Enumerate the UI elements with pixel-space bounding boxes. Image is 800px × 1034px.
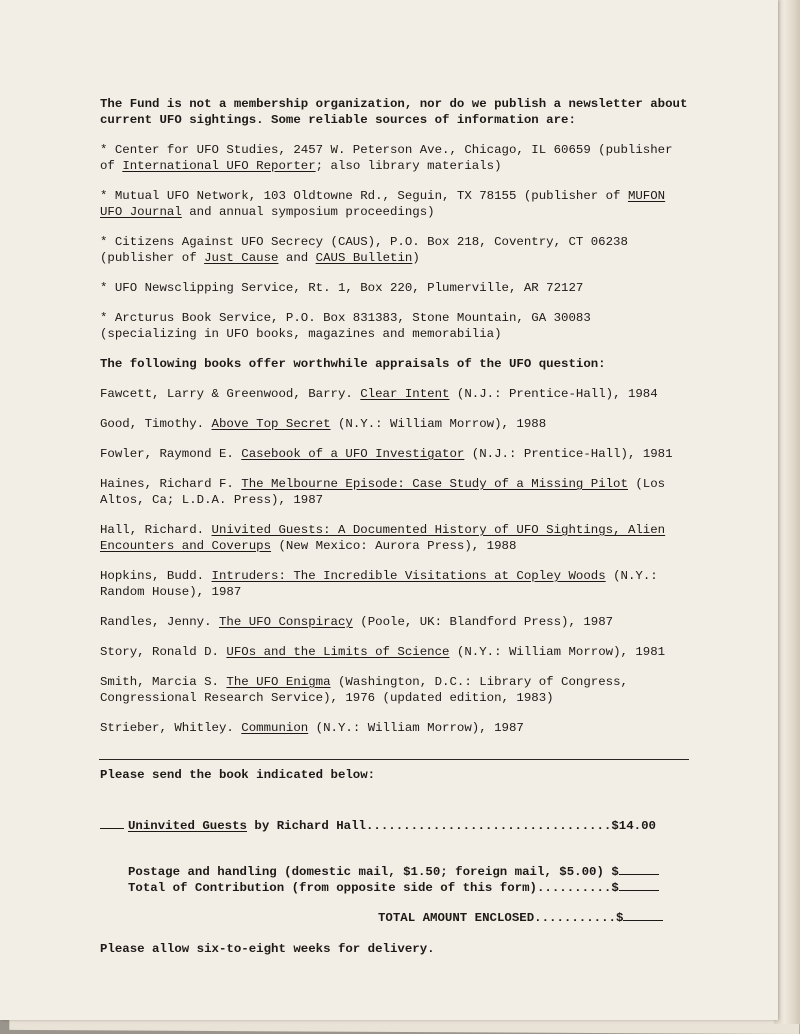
book-publisher: (N.Y.: William Morrow), 1988 — [330, 417, 547, 431]
book-title: UFOs and the Limits of Science — [226, 645, 450, 659]
book-publisher: (New Mexico: Aurora Press), 1988 — [271, 539, 517, 553]
book-publisher: (Los Altos, Ca; L.D.A. Press), 1987 — [100, 477, 666, 507]
book-publisher: (N.Y.: William Morrow), 1987 — [308, 721, 524, 735]
source-entry — [100, 142, 690, 174]
postage-line — [128, 862, 688, 879]
book-title: Casebook of a UFO Investigator — [241, 447, 465, 461]
contribution-line — [128, 878, 688, 895]
book-author: Strieber, Whitley. — [100, 721, 242, 735]
quantity-blank[interactable] — [100, 816, 124, 829]
book-entry — [100, 614, 690, 630]
source-text: * Arcturus Book Service, P.O. Box 831383, Stone Mountain, GA 30083 (specializing in UFO books, magazines and memorabilia) — [100, 311, 591, 341]
postage-blank[interactable] — [619, 862, 659, 875]
source-entry — [100, 188, 690, 220]
source-entry — [100, 310, 690, 342]
book-author: Smith, Marcia S. — [100, 675, 227, 689]
order-heading: Please send the book indicated below: — [100, 768, 376, 782]
source-text: * Citizens Against UFO Secrecy (CAUS), P.O. Box 218, Coventry, CT 06238 (publisher of — [100, 235, 628, 265]
source-text: * Mutual UFO Network, 103 Oldtowne Rd., Seguin, TX 78155 (publisher of — [100, 189, 628, 203]
book-publisher: (N.J.: Prentice-Hall), 1984 — [449, 387, 658, 401]
document-body — [100, 96, 690, 736]
total-line — [378, 908, 688, 925]
book-author: Fowler, Raymond E. — [100, 447, 242, 461]
book-title: Univited Guests: A Documented History of UFO Sightings, Alien Encounters and Coverups — [100, 523, 666, 553]
book-publisher: (Washington, D.C.: Library of Congress, Congressional Research Service), 1976 (updated edition, 1983) — [100, 675, 628, 705]
book-entry — [100, 522, 690, 554]
postage-label: Postage and handling (domestic mail, $1.50; foreign mail, $5.00) $ — [128, 865, 619, 879]
book-author: Haines, Richard F. — [100, 477, 242, 491]
book-author: Hopkins, Budd. — [100, 569, 212, 583]
book-entry — [100, 644, 690, 660]
book-publisher: (N.Y.: Random House), 1987 — [100, 569, 658, 599]
book-title: Communion — [241, 721, 309, 735]
order-item-line — [100, 816, 690, 833]
contribution-label: Total of Contribution (from opposite side of this form)..........$ — [128, 881, 619, 895]
source-entry — [100, 234, 690, 266]
book-publisher: (N.J.: Prentice-Hall), 1981 — [464, 447, 673, 461]
book-title: The Melbourne Episode: Case Study of a Missing Pilot — [241, 477, 628, 491]
book-publisher: (N.Y.: William Morrow), 1981 — [449, 645, 666, 659]
book-title: The UFO Conspiracy — [218, 615, 353, 629]
book-author: Hall, Richard. — [100, 523, 212, 537]
book-author: Randles, Jenny. — [100, 615, 219, 629]
publication-title: CAUS Bulletin — [315, 251, 413, 265]
book-title: Clear Intent — [360, 387, 450, 401]
source-text: * UFO Newsclipping Service, Rt. 1, Box 220, Plumerville, AR 72127 — [100, 281, 584, 295]
publication-title: International UFO Reporter — [122, 159, 316, 173]
publication-title: MUFON UFO Journal — [100, 189, 666, 219]
source-entry — [100, 280, 690, 296]
book-author: Story, Ronald D. — [100, 645, 227, 659]
book-author: Good, Timothy. — [100, 417, 212, 431]
book-entry — [100, 416, 690, 432]
book-publisher: (Poole, UK: Blandford Press), 1987 — [352, 615, 614, 629]
source-text: ) — [412, 251, 420, 265]
book-entry — [100, 568, 690, 600]
book-entry — [100, 674, 690, 706]
source-text: and — [278, 251, 316, 265]
publication-title: Just Cause — [204, 251, 279, 265]
order-book-title: Uninvited Guests — [128, 819, 247, 833]
divider-line — [99, 759, 689, 760]
book-entry — [100, 446, 690, 462]
book-entry — [100, 386, 690, 402]
show-through-print — [499, 40, 512, 79]
book-title: The UFO Enigma — [226, 675, 331, 689]
intro-paragraph: The Fund is not a membership organization, nor do we publish a newsletter about current UFO sightings. Some reliable sources of information are: — [100, 97, 688, 127]
book-entry — [100, 720, 690, 736]
total-blank[interactable] — [623, 908, 663, 921]
total-label: TOTAL AMOUNT ENCLOSED...........$ — [378, 911, 624, 925]
book-entry — [100, 476, 690, 508]
order-item-price: by Richard Hall.................................$14.00 — [246, 819, 656, 833]
book-title: Above Top Secret — [211, 417, 331, 431]
source-text: * Center for UFO Studies, 2457 W. Peterson Ave., Chicago, IL 60659 (publisher of — [100, 143, 673, 173]
source-text: ; also library materials) — [315, 159, 502, 173]
delivery-note: Please allow six-to-eight weeks for delivery. — [100, 942, 435, 956]
book-author: Fawcett, Larry & Greenwood, Barry. — [100, 387, 361, 401]
contribution-blank[interactable] — [619, 878, 659, 891]
books-heading: The following books offer worthwhile appraisals of the UFO question: — [100, 357, 606, 371]
source-text: and annual symposium proceedings) — [181, 205, 435, 219]
book-title: Intruders: The Incredible Visitations at Copley Woods — [211, 569, 606, 583]
